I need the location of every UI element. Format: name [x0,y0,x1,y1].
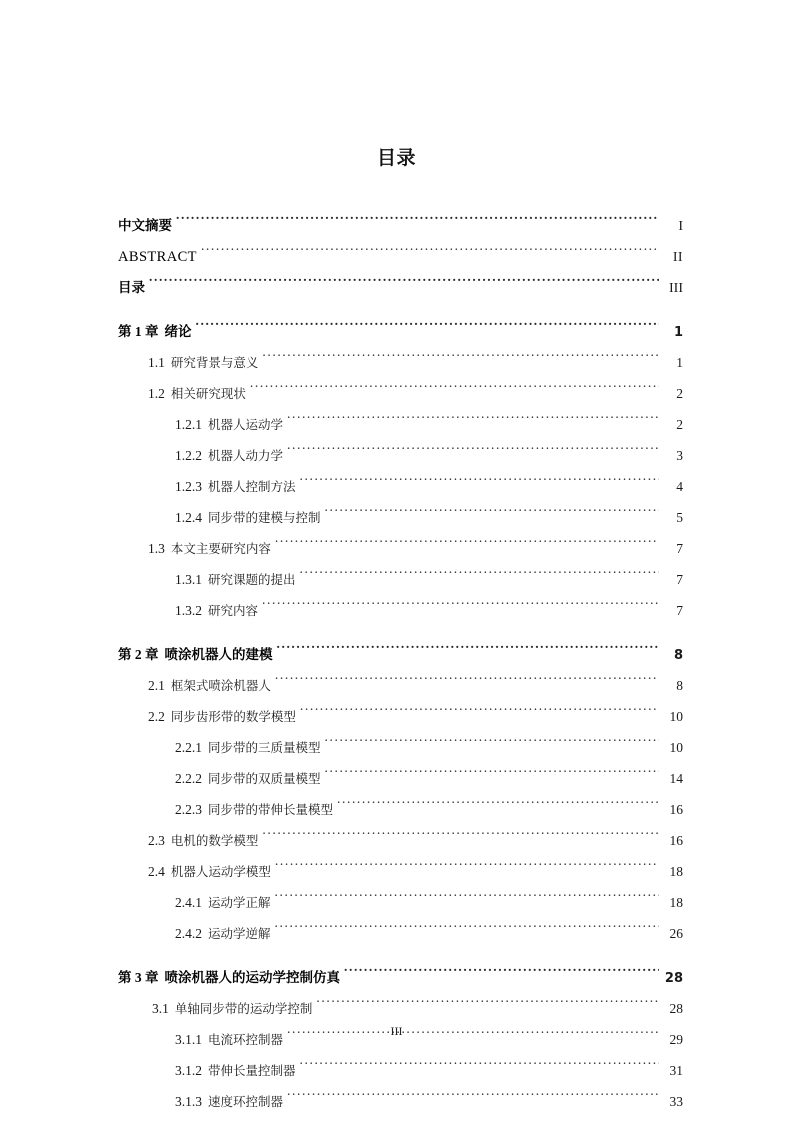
dot-leader [201,230,659,261]
toc-entry-page-number: 16 [669,802,683,817]
toc-entry-label: 电机的数学模型 [170,833,259,848]
toc-entry-label: 研究背景与意义 [170,355,259,370]
toc-entry-page-number: 26 [669,926,683,941]
dot-leader [262,584,659,615]
dot-leader [176,199,659,230]
toc-entry-page-number: 10 [669,740,683,755]
toc-entry-page-number: 1 [676,355,683,370]
toc-entry[interactable] [118,230,683,265]
toc-entry-number: 3.1.3 [175,1094,202,1109]
toc-entry-page-number: 14 [669,771,683,786]
dot-leader [149,261,659,292]
toc-entry-label: 电流环控制器 [208,1032,284,1047]
toc-entry-label: 喷涂机器人的运动学控制仿真 [164,970,340,986]
toc-entry-label: 框架式喷涂机器人 [170,678,271,693]
toc-entry-number: 1.3.1 [175,572,202,587]
toc-entry-page-number: 4 [676,479,683,494]
toc-entry-page-number: 29 [669,1032,683,1047]
dot-leader [196,305,660,336]
toc-entry-label: 中文摘要 [118,218,172,234]
dot-leader [287,398,659,429]
dot-leader [337,783,659,814]
dot-leader [275,522,659,553]
toc-entry-label: 本文主要研究内容 [170,541,271,556]
toc-entry-number: 2.2 [148,709,165,724]
toc-entry-label: 同步带的三质量模型 [208,740,321,755]
toc-entry-number: 2.4.1 [175,895,202,910]
page-title: 目录 [376,147,416,169]
dot-leader [275,907,659,938]
dot-leader [325,491,659,522]
toc-entry-page-number: 2 [676,386,683,401]
dot-leader [325,752,659,783]
table-of-contents-list [118,199,683,1109]
dot-leader [300,690,659,721]
toc-entry-page-number: III [669,281,683,296]
toc-entry-page-number: 28 [664,971,683,986]
toc-entry-page-number: 8 [673,648,683,663]
toc-entry-page-number: 1 [673,325,683,340]
dot-leader [275,845,659,876]
toc-entry-number: 2.4 [148,864,165,879]
toc-entry-number: 1.2.1 [175,417,202,432]
toc-entry-number: 第 2 章 [118,647,159,662]
toc-entry-number: 3.1.2 [175,1063,202,1078]
toc-entry-label: 机器人运动学模型 [170,864,271,879]
toc-entry-label: 单轴同步带的运动学控制 [174,1001,313,1016]
toc-entry-number: 1.2.2 [175,448,202,463]
dot-leader [325,721,659,752]
toc-entry-page-number: 18 [669,864,683,879]
toc-entry-label: 运动学逆解 [208,926,271,941]
dot-leader [250,367,659,398]
toc-entry-number: 1.1 [148,355,165,370]
dot-leader [277,628,660,659]
toc-entry[interactable] [118,261,683,296]
toc-entry-number: 2.4.2 [175,926,202,941]
toc-entry-page-number: 7 [676,603,683,618]
dot-leader [287,429,659,460]
toc-entry-page-number: 10 [669,709,683,724]
dot-leader [300,460,659,491]
toc-entry-page-number: 18 [669,895,683,910]
toc-entry-number: 3.1 [152,1001,169,1016]
toc-entry-label: 同步带的双质量模型 [208,771,321,786]
toc-entry-label: 目录 [118,280,145,296]
dot-leader [287,1075,659,1106]
toc-entry-page-number: 2 [676,417,683,432]
dot-leader [262,814,659,845]
toc-entry[interactable] [118,305,683,340]
toc-entry-page-number: 5 [676,510,683,525]
toc-entry-number: 1.3.2 [175,603,202,618]
toc-entry-number: 第 1 章 [118,324,159,339]
toc-entry-label: 同步带的带伸长量模型 [208,802,334,817]
toc-entry-label: 带伸长量控制器 [208,1063,296,1078]
toc-entry-label: 研究内容 [208,603,259,618]
toc-entry-number: 1.2.4 [175,510,202,525]
toc-entry-label: 绪论 [164,324,192,340]
toc-entry-label: 同步齿形带的数学模型 [170,709,296,724]
toc-entry-label: 速度环控制器 [208,1094,284,1109]
toc-entry-number: 1.3 [148,541,165,556]
toc-entry-label: 机器人控制方法 [208,479,296,494]
dot-leader [316,982,659,1013]
toc-entry-page-number: I [678,219,683,234]
dot-leader [275,659,659,690]
toc-entry-label: 相关研究现状 [170,386,246,401]
toc-entry-number: 2.3 [148,833,165,848]
toc-entry-page-number: 7 [676,541,683,556]
dot-leader [262,336,659,367]
toc-entry-page-number: 3 [676,448,683,463]
footer-page-number: III [390,1024,403,1038]
toc-entry[interactable] [118,199,683,234]
toc-entry-page-number: II [672,250,683,265]
toc-entry-label: 研究课题的提出 [208,572,296,587]
toc-entry-page-number: 7 [676,572,683,587]
toc-entry-number: 2.1 [148,678,165,693]
toc-entry-label: 同步带的建模与控制 [208,510,321,525]
toc-entry-page-number: 8 [676,678,683,693]
toc-entry-label: 喷涂机器人的建模 [164,647,273,663]
dot-leader [344,951,659,982]
toc-entry[interactable] [118,628,683,663]
toc-entry-label: 运动学正解 [208,895,271,910]
dot-leader [300,1044,659,1075]
toc-entry-page-number: 33 [669,1094,683,1109]
toc-entry[interactable] [118,336,683,370]
dot-leader [275,876,659,907]
toc-entry-page-number: 16 [669,833,683,848]
toc-entry-label: 机器人动力学 [208,448,284,463]
toc-entry-number: 2.2.1 [175,740,202,755]
toc-entry-number: 1.2 [148,386,165,401]
toc-entry-number: 2.2.2 [175,771,202,786]
dot-leader [300,553,659,584]
toc-entry-page-number: 28 [669,1001,683,1016]
toc-entry-number: 1.2.3 [175,479,202,494]
toc-entry-page-number: 31 [669,1063,683,1078]
toc-entry-number: 3.1.1 [175,1032,202,1047]
toc-entry-label: 机器人运动学 [208,417,284,432]
toc-entry-number: 第 3 章 [118,970,159,985]
toc-entry-label: ABSTRACT [118,249,197,265]
toc-entry[interactable] [118,951,683,986]
toc-entry-number: 2.2.3 [175,802,202,817]
